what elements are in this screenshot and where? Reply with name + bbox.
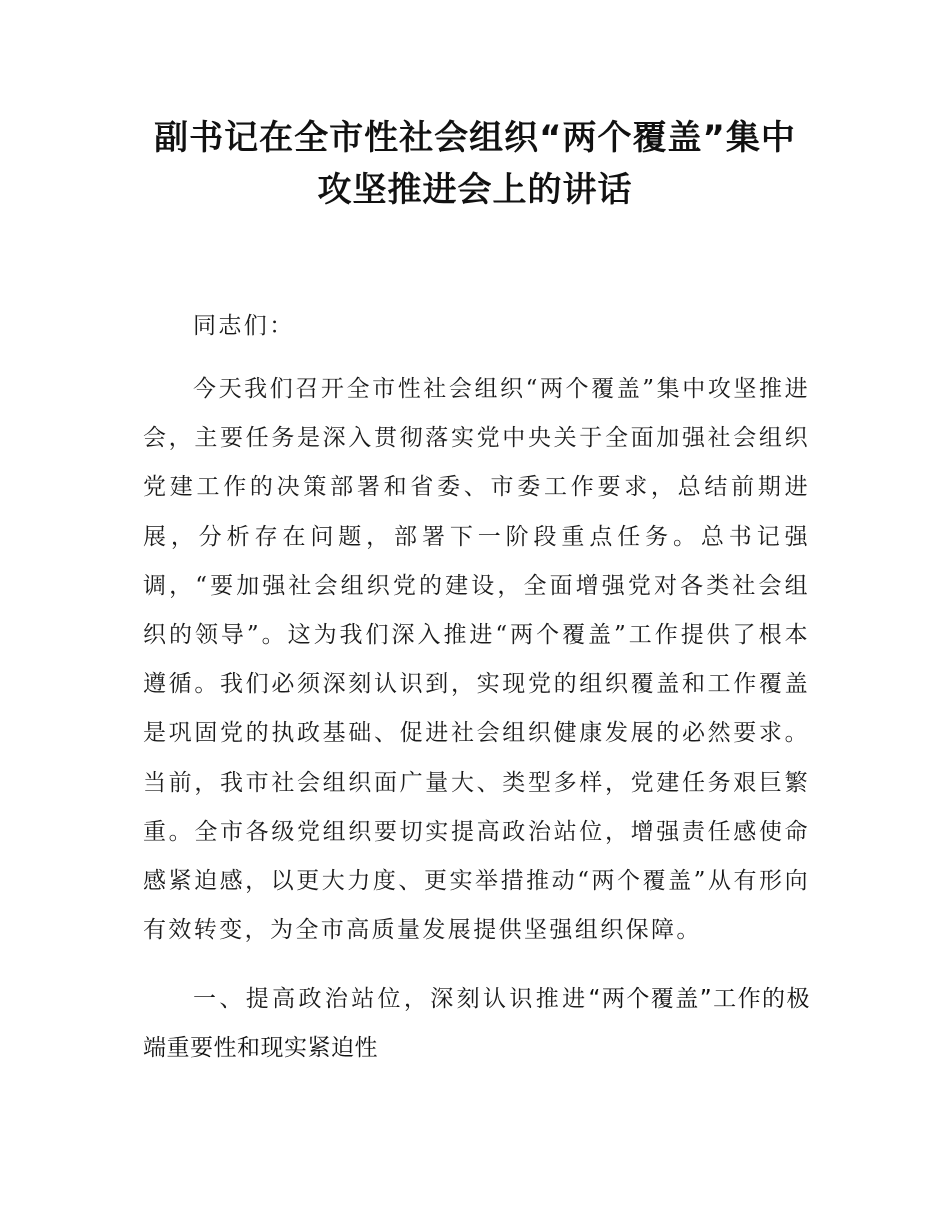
document-title	[100, 112, 850, 216]
section-heading-1-rest: “两个覆盖”工作的极端重要性和现实紧迫性	[143, 986, 810, 1062]
paragraph-intro: 今天我们召开全市性社会组织“两个覆盖”集中攻坚推进会，主要任务是深入贯彻落实党中央关于全面加强社会组织党建工作的决策部署和省委、市委工作要求，总结前期进展，分析存在问题，部署下一阶段重点任务。总书记强调，“要加强社会组织党的建设，全面增强党对各类社会组织的领导”。这为我们深入推进“两个覆盖”工作提供了根本遵循。我们必须深刻认识到，实现党的组织覆盖和工作覆盖是巩固党的执政基础、促进社会组织健康发展的必然要求。当前，我市社会组织面广量大、类型多样，党建任务艰巨繁重。全市各级党组织要切实提高政治站位，增强责任感使命感紧迫感，以更大力度、更实举措推动“两个覆盖”从有形向有效转变，为全市高质量发展提供坚强组织保障。	[143, 376, 810, 944]
title-line-1: 副书记在全市性社会组织“两个覆盖”集中	[154, 118, 796, 158]
greeting: 同志们：	[193, 313, 295, 339]
title-line-2: 攻坚推进会上的讲话	[317, 170, 633, 210]
section-heading-1-lead: 一、提高政治站位，深刻认识推进	[193, 986, 589, 1012]
section-heading-1	[143, 975, 810, 1073]
